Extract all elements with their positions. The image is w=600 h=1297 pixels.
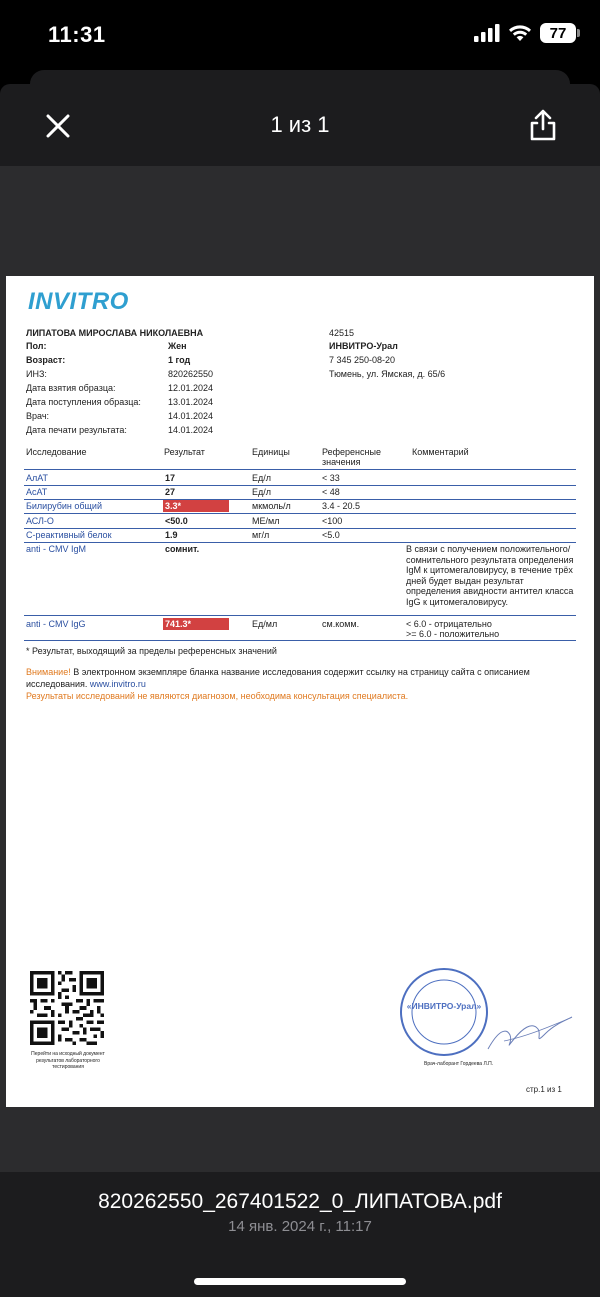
home-indicator[interactable]	[194, 1278, 406, 1285]
date-received-label: Дата поступления образца:	[26, 397, 141, 407]
inz-label: ИНЗ:	[26, 369, 47, 379]
row-reference: <100	[322, 516, 343, 526]
notice-text2: исследования.	[26, 679, 88, 689]
row-test[interactable]: Билирубин общий	[26, 501, 102, 511]
row-comment-line2: >= 6.0 - положительно	[406, 629, 500, 639]
table-divider	[24, 513, 576, 514]
viewer-nav-bar	[0, 84, 600, 166]
table-divider	[24, 469, 576, 470]
lab-code: 42515	[329, 328, 355, 338]
disclaimer: Результаты исследований не являются диагнозом, необходима консультация специалиста.	[26, 691, 409, 701]
row-result: 17	[165, 473, 176, 483]
pdf-viewer[interactable]	[0, 166, 600, 1172]
qr-code-icon[interactable]	[30, 971, 104, 1045]
row-reference: см.комм.	[322, 619, 360, 629]
row-reference: < 33	[322, 473, 340, 483]
row-units: мг/л	[252, 530, 270, 540]
status-icons	[474, 23, 576, 43]
file-date: 14 янв. 2024 г., 11:17	[228, 1218, 372, 1235]
row-result: <50.0	[165, 516, 188, 526]
header-comment: Комментарий	[412, 447, 469, 457]
age-label: Возраст:	[26, 355, 66, 365]
inz-value: 820262550	[168, 369, 214, 379]
battery-indicator: 77	[540, 23, 576, 43]
row-result: 27	[165, 487, 176, 497]
lab-address: Тюмень, ул. Ямская, д. 65/6	[329, 369, 446, 379]
signer-name: Врач-лаборант Гордеева Л.П.	[424, 1061, 494, 1067]
table-divider	[24, 528, 576, 529]
doctor-label: Врач:	[26, 411, 50, 421]
row-reference: 3.4 - 20.5	[322, 501, 361, 511]
stamp-text: «ИНВИТРО-Урал»	[406, 1001, 482, 1011]
footnote: * Результат, выходящий за пределы референсных значений	[26, 646, 277, 656]
table-divider	[24, 542, 576, 543]
row-result: сомнит.	[165, 544, 200, 554]
sex-label: Пол:	[26, 341, 47, 351]
page-number: стр.1 из 1	[526, 1085, 562, 1094]
file-info-bar	[0, 1172, 600, 1297]
status-bar	[0, 0, 600, 70]
row-units: Ед/мл	[252, 619, 278, 629]
row-comment-line1: < 6.0 - отрицательно	[406, 619, 492, 629]
row-test[interactable]: АСЛ-О	[26, 516, 54, 526]
page-counter: 1 из 1	[270, 112, 330, 137]
row-units: мкмоль/л	[252, 501, 291, 511]
table-divider	[24, 615, 576, 616]
table-divider	[24, 499, 576, 500]
row-reference: < 48	[322, 487, 340, 497]
status-time: 11:31	[48, 22, 106, 47]
header-units: Единицы	[252, 447, 290, 457]
cellular-signal-icon	[474, 24, 500, 42]
share-icon[interactable]	[528, 108, 558, 142]
notice-line1	[26, 667, 530, 678]
wifi-icon	[508, 24, 532, 42]
lab-name: ИНВИТРО-Урал	[329, 341, 398, 351]
row-test[interactable]: АлАТ	[26, 473, 49, 483]
row-test[interactable]: С-реактивный белок	[26, 530, 112, 540]
row-comment: В связи с получением положительного/сомнительного результата определения IgM к цитомегаловирусу, в течение трёх дней будет выдан результат определения авидности антител класса IgG к цитомегаловирусу.	[406, 544, 574, 607]
date-received-value: 13.01.2024	[168, 397, 214, 407]
lab-phone: 7 345 250-08-20	[329, 355, 396, 365]
file-name: 820262550_267401522_0_ЛИПАТОВА.pdf	[98, 1190, 502, 1213]
date-taken-value: 12.01.2024	[168, 383, 214, 393]
row-result: 1.9	[165, 530, 178, 540]
row-reference: <5.0	[322, 530, 340, 540]
age-value: 1 год	[168, 355, 191, 365]
table-divider	[24, 485, 576, 486]
row-test[interactable]: anti - CMV IgG	[26, 619, 86, 629]
signature-icon	[484, 1011, 576, 1057]
notice-line2	[26, 679, 146, 690]
patient-name: ЛИПАТОВА МИРОСЛАВА НИКОЛАЕВНА	[26, 328, 204, 338]
row-units: Ед/л	[252, 473, 272, 483]
row-result-flagged: 3.3*	[163, 500, 229, 512]
header-result: Результат	[164, 447, 205, 457]
row-units: Ед/л	[252, 487, 272, 497]
notice-text: В электронном экземпляре бланка название исследования содержит ссылку на страницу сайта с описанием	[73, 667, 530, 677]
row-result-flagged: 741.3*	[163, 618, 229, 630]
print-date-label: Дата печати результата:	[26, 425, 127, 435]
header-test: Исследование	[26, 447, 87, 457]
date-taken-label: Дата взятия образца:	[26, 383, 116, 393]
invitro-link[interactable]: www.invitro.ru	[89, 679, 146, 689]
sex-value: Жен	[168, 341, 187, 351]
print-date-value: 14.01.2024	[168, 425, 214, 435]
row-test[interactable]: anti - CMV IgM	[26, 544, 87, 554]
row-test[interactable]: АсАТ	[26, 487, 48, 497]
lab-stamp-icon	[398, 966, 490, 1058]
header-reference: Референсные значения	[322, 447, 381, 467]
row-units: МЕ/мл	[252, 516, 280, 526]
invitro-logo: INVITRO	[28, 288, 129, 315]
pdf-page	[6, 276, 594, 1107]
notice-label: Внимание!	[26, 667, 71, 677]
table-divider	[24, 640, 576, 641]
qr-caption: Перейти на исходный документ результатов лабораторного тестирования	[31, 1051, 105, 1070]
doctor-value: 14.01.2024	[168, 411, 214, 421]
